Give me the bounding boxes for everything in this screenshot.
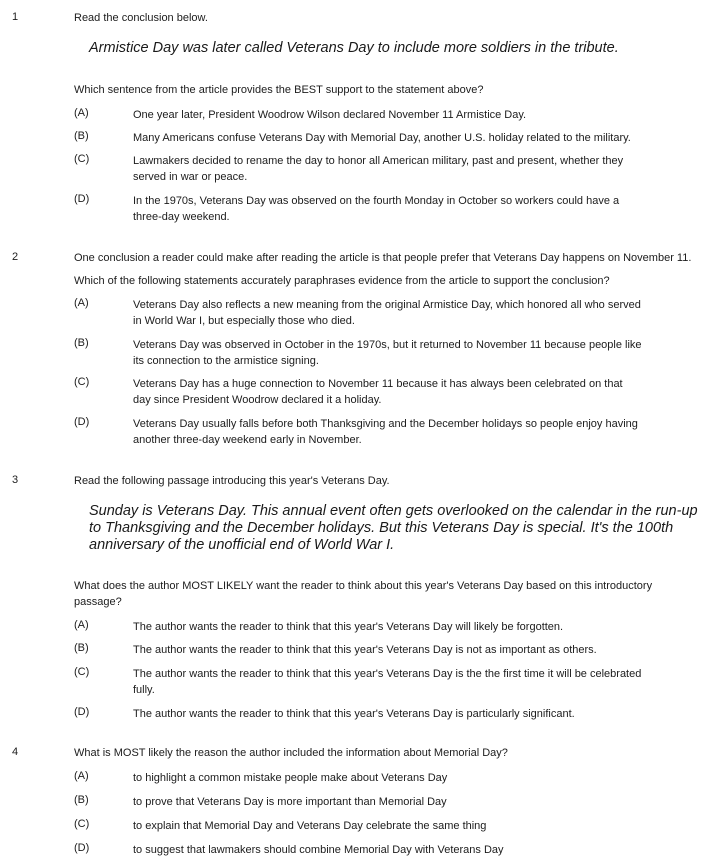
question-prompt: One conclusion a reader could make after reading the article is that people prefer that Veterans Day happens on November 11.	[74, 252, 692, 264]
question-number: 3	[12, 474, 19, 486]
question-number: 2	[12, 251, 19, 263]
option-letter: (D)	[74, 706, 90, 718]
option-letter: (D)	[74, 193, 90, 205]
option-letter: (B)	[74, 337, 89, 349]
option-text: to prove that Veterans Day is more important than Memorial Day	[133, 796, 447, 808]
option-text: Veterans Day was observed in October in the 1970s, but it returned to November 11 because people like its connection to the armistice signing.	[133, 339, 642, 367]
option-text: Veterans Day also reflects a new meaning from the original Armistice Day, which honored all who served in World War I, but especially those who died.	[133, 299, 641, 327]
option-text: Veterans Day usually falls before both Thanksgiving and the December holidays so people enjoy having another three-day weekend early in November.	[133, 418, 638, 446]
option-text: In the 1970s, Veterans Day was observed on the fourth Monday in October so workers could have a three-day weekend.	[133, 195, 620, 223]
option-text: One year later, President Woodrow Wilson declared November 11 Armistice Day.	[133, 109, 527, 121]
option-text: to highlight a common mistake people make about Veterans Day	[133, 772, 448, 784]
question-text: Which sentence from the article provides the BEST support to the statement above?	[74, 84, 484, 96]
option-letter: (A)	[74, 297, 89, 309]
option-text: The author wants the reader to think that this year's Veterans Day is not as important as others.	[133, 644, 597, 656]
option-letter: (B)	[74, 794, 89, 806]
option-letter: (C)	[74, 818, 90, 830]
option-letter: (A)	[74, 619, 89, 631]
option-letter: (C)	[74, 376, 90, 388]
question-number: 4	[12, 746, 19, 758]
option-letter: (D)	[74, 842, 90, 854]
option-text: to suggest that lawmakers should combine Memorial Day with Veterans Day	[133, 844, 504, 856]
option-text: Veterans Day has a huge connection to November 11 because it has always been celebrated on that day since President Woodrow declared it a holiday.	[133, 378, 623, 406]
option-letter: (C)	[74, 153, 90, 165]
option-text: to explain that Memorial Day and Veterans Day celebrate the same thing	[133, 820, 487, 832]
option-letter: (B)	[74, 130, 89, 142]
option-letter: (C)	[74, 666, 90, 678]
question-number: 1	[12, 11, 19, 23]
option-text: Lawmakers decided to rename the day to honor all American military, past and present, whether they served in war or peace.	[133, 155, 624, 183]
question-prompt: Read the following passage introducing this year's Veterans Day.	[74, 475, 390, 487]
question-text: What does the author MOST LIKELY want the reader to think about this year's Veterans Day based on this introductory passage?	[74, 580, 653, 608]
option-text: The author wants the reader to think that this year's Veterans Day is the the first time it will be celebrated fully.	[133, 668, 642, 696]
question-text: Which of the following statements accurately paraphrases evidence from the article to support the conclusion?	[74, 275, 610, 287]
option-letter: (B)	[74, 642, 89, 654]
option-letter: (D)	[74, 416, 90, 428]
question-prompt: What is MOST likely the reason the author included the information about Memorial Day?	[74, 747, 508, 759]
option-text: The author wants the reader to think that this year's Veterans Day will likely be forgotten.	[133, 621, 564, 633]
option-text: Many Americans confuse Veterans Day with Memorial Day, another U.S. holiday related to the military.	[133, 132, 631, 144]
option-letter: (A)	[74, 107, 89, 119]
option-letter: (A)	[74, 770, 89, 782]
question-prompt: Read the conclusion below.	[74, 12, 208, 24]
option-text: The author wants the reader to think that this year's Veterans Day is particularly significant.	[133, 708, 575, 720]
conclusion-passage: Armistice Day was later called Veterans Day to include more soldiers in the tribute.	[89, 40, 619, 56]
intro-passage: Sunday is Veterans Day. This annual event often gets overlooked on the calendar in the run-up to Thanksgiving and the December holidays. But this Veterans Day is special. It's the 100th anniversary of the unofficial end of World War I.	[89, 503, 698, 553]
